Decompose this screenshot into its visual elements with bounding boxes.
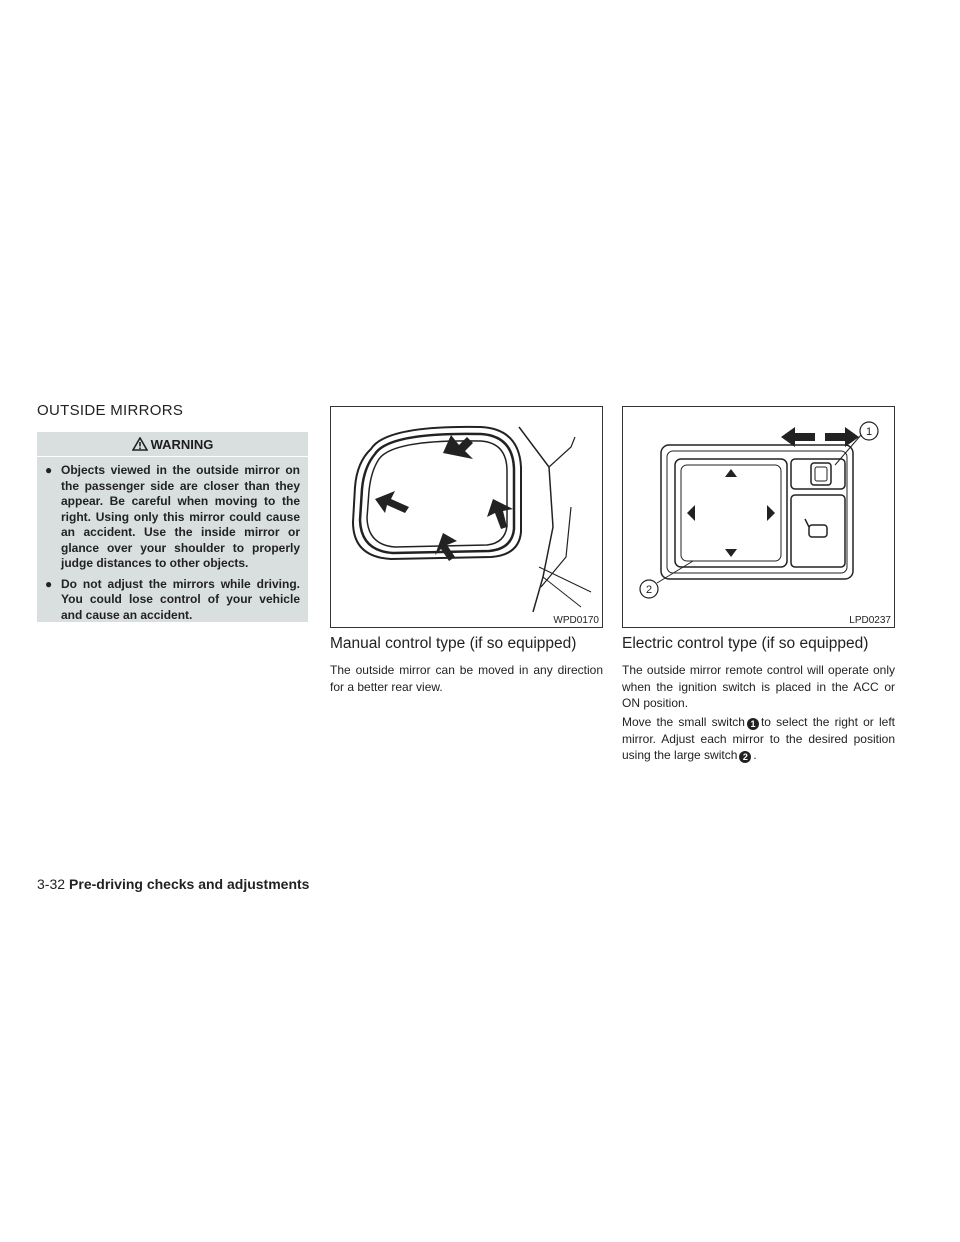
page-number: 3-32 (37, 876, 66, 892)
arrow-bottom-icon (435, 533, 457, 561)
manual-text: The outside mirror can be moved in any direction for a better rear view. (330, 663, 603, 694)
electric-para-1: The outside mirror remote control will operate only when the ignition switch is placed in the ACC or ON position. (622, 663, 895, 710)
warning-header (37, 432, 308, 457)
page-footer (37, 876, 309, 892)
figure-code: WPD0170 (553, 615, 599, 626)
footer-section-title: Pre-driving checks and adjustments (69, 876, 310, 892)
bullet-icon: ● (45, 576, 53, 591)
electric-heading: Electric control type (if so equipped) (622, 635, 869, 652)
electric-para-2 (622, 714, 895, 764)
manual-heading: Manual control type (if so equipped) (330, 635, 577, 652)
electric-para-2-b: to select the right or left mirror. Adjust each mirror to the desired position using the large switch (622, 715, 895, 762)
callout-1: 1 (865, 426, 873, 438)
arrow-top-icon (443, 435, 473, 459)
callout-2: 2 (645, 584, 653, 596)
warning-item (45, 577, 300, 624)
electric-control-figure (622, 406, 895, 628)
down-triangle-icon (725, 549, 737, 557)
arrow-left-icon (375, 491, 409, 513)
section-title: OUTSIDE MIRRORS (37, 402, 184, 419)
left-right-arrow-icon (781, 427, 859, 447)
warning-item (45, 463, 300, 572)
callout-2-icon: 2 (739, 751, 751, 763)
electric-control-illustration (623, 407, 894, 612)
warning-box (37, 432, 308, 622)
right-triangle-icon (767, 505, 775, 521)
up-triangle-icon (725, 469, 737, 477)
electric-para-2-a: Move the small switch (622, 715, 745, 729)
electric-para-2-c: . (753, 748, 757, 762)
manual-mirror-illustration (331, 407, 602, 612)
manual-mirror-figure (330, 406, 603, 628)
arrow-right-icon (487, 499, 513, 529)
mirror-fold-icon (809, 525, 827, 537)
figure-code: LPD0237 (849, 615, 891, 626)
warning-item-text: Do not adjust the mirrors while driving. You could lose control of your vehicle and cause an accident. (61, 576, 300, 622)
left-triangle-icon (687, 505, 695, 521)
warning-list (37, 457, 308, 623)
warning-item-text: Objects viewed in the outside mirror on the passenger side are closer than they appear. Be careful when moving to the right. Using only this mirror could cause an accident. Use the inside mirror or glance over your shoulder to properly judge distances to other objects. (61, 463, 300, 570)
bullet-icon: ● (45, 463, 53, 477)
warning-header-label: WARNING (150, 436, 214, 452)
warning-triangle-icon (132, 437, 148, 451)
callout-1-icon: 1 (747, 718, 759, 730)
